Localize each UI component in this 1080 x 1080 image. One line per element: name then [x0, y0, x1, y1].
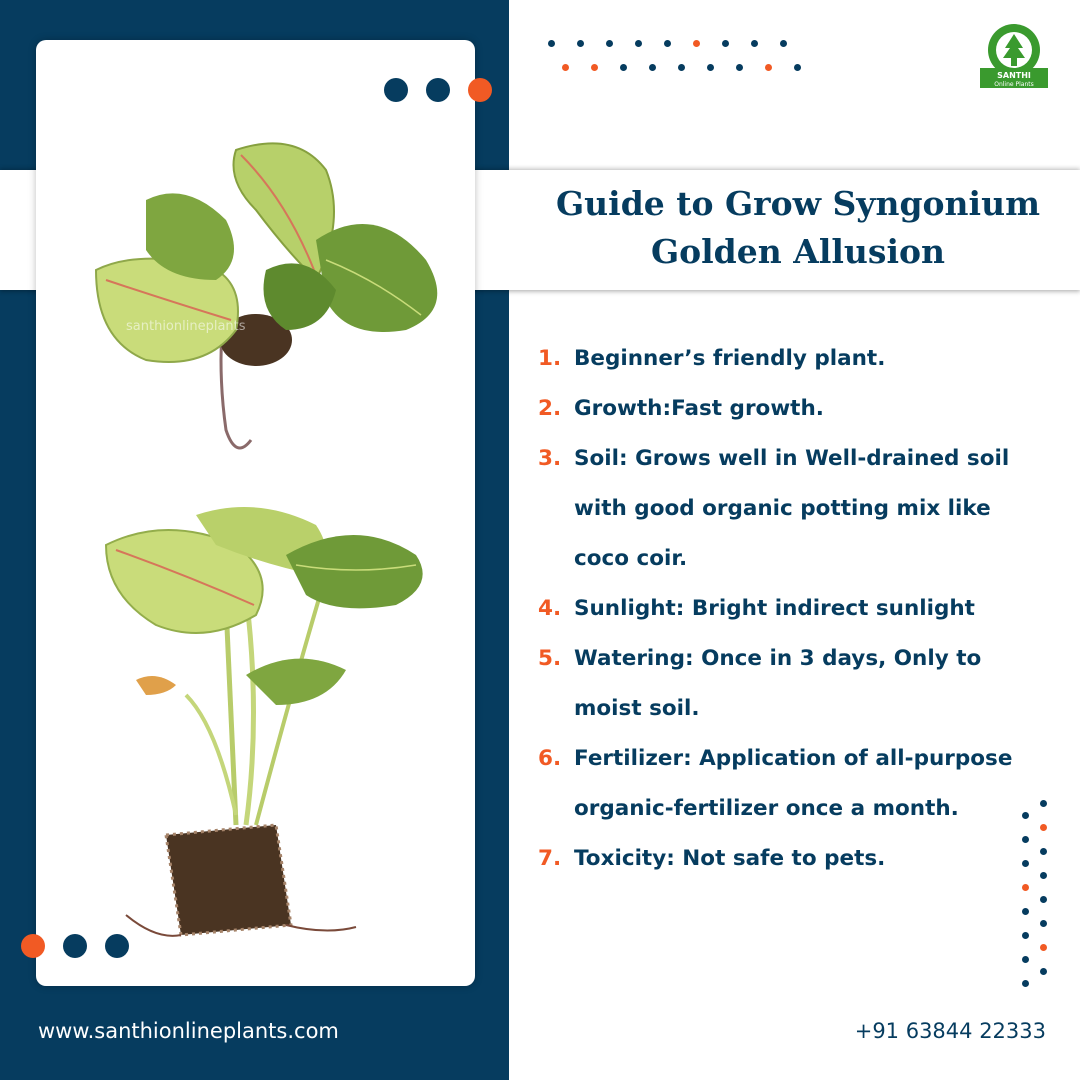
list-item — [538, 584, 1068, 634]
decor-dot — [562, 64, 569, 71]
decor-dot — [751, 40, 758, 47]
svg-text:santhionlineplants: santhionlineplants — [126, 319, 246, 334]
decor-dot — [1022, 932, 1029, 939]
phone-number[interactable]: +91 63844 22333 — [854, 1019, 1046, 1043]
decor-dot — [63, 934, 87, 958]
plant-image-bottom — [96, 495, 456, 955]
decor-dot — [635, 40, 642, 47]
list-item — [538, 334, 1068, 384]
list-item — [538, 734, 1058, 834]
svg-text:SANTHI: SANTHI — [997, 71, 1031, 80]
item-number: 4. — [538, 596, 562, 621]
decor-dot — [1040, 944, 1047, 951]
decor-dot — [1022, 956, 1029, 963]
tree-logo-icon — [978, 22, 1050, 90]
svg-text:Online Plants: Online Plants — [994, 81, 1034, 88]
decor-dot — [1040, 896, 1047, 903]
decor-dot — [794, 64, 801, 71]
decor-dot — [780, 40, 787, 47]
decor-dot — [707, 64, 714, 71]
decor-dot — [1040, 920, 1047, 927]
list-item — [538, 634, 1018, 734]
decor-dot — [722, 40, 729, 47]
item-text: Soil: Grows well in Well-drained soil with good organic potting mix like coco coir. — [574, 446, 1010, 571]
title-line: Guide to Grow Syngonium — [555, 184, 1040, 223]
item-text: Toxicity: Not safe to pets. — [574, 846, 886, 871]
decor-dot — [577, 40, 584, 47]
item-text: Beginner’s friendly plant. — [574, 346, 886, 371]
decor-dot — [693, 40, 700, 47]
decor-dot — [548, 40, 555, 47]
decor-dot — [384, 78, 408, 102]
page-title — [528, 180, 1068, 276]
plant-photo-card — [36, 40, 475, 986]
item-number: 1. — [538, 346, 562, 371]
guide-list — [538, 334, 1068, 884]
decor-dot — [664, 40, 671, 47]
list-item — [538, 434, 1048, 584]
item-number: 2. — [538, 396, 562, 421]
plant-image-top — [76, 130, 456, 450]
decor-dot — [1022, 908, 1029, 915]
decor-dot — [620, 64, 627, 71]
item-number: 3. — [538, 446, 562, 471]
decor-dot — [678, 64, 685, 71]
decor-dot — [426, 78, 450, 102]
item-number: 5. — [538, 646, 562, 671]
decor-dot — [468, 78, 492, 102]
item-text: Sunlight: Bright indirect sunlight — [574, 596, 975, 621]
decor-dot — [1022, 884, 1029, 891]
decor-dot — [21, 934, 45, 958]
decor-dot — [649, 64, 656, 71]
item-text: Watering: Once in 3 days, Only to moist soil. — [574, 646, 982, 721]
decor-dot — [1040, 968, 1047, 975]
decor-dot — [105, 934, 129, 958]
title-line: Golden Allusion — [650, 232, 946, 271]
decor-dot — [736, 64, 743, 71]
item-number: 6. — [538, 746, 562, 771]
decor-dot — [606, 40, 613, 47]
list-item — [538, 384, 1068, 434]
decor-dot — [765, 64, 772, 71]
item-number: 7. — [538, 846, 562, 871]
list-item — [538, 834, 1068, 884]
decor-dot — [591, 64, 598, 71]
decor-dot — [1022, 980, 1029, 987]
website-link[interactable]: www.santhionlineplants.com — [38, 1019, 339, 1043]
item-text: Growth:Fast growth. — [574, 396, 824, 421]
item-text: Fertilizer: Application of all-purpose organic-fertilizer once a month. — [574, 746, 1013, 821]
